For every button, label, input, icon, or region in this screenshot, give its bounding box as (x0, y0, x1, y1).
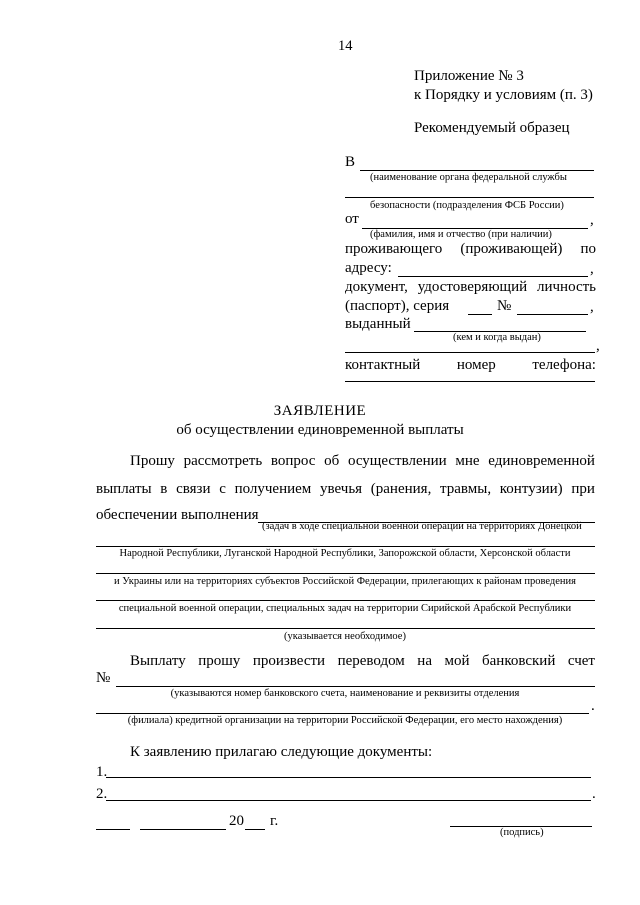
comma: , (596, 338, 600, 354)
id-word: личность (536, 279, 596, 295)
period: . (591, 698, 595, 714)
bank-hint-2: (филиала) кредитной организации на территории Российской Федерации, его место нахождения) (127, 715, 563, 726)
body-word: в (160, 481, 168, 497)
task-field-4[interactable] (96, 600, 595, 601)
address-field[interactable] (398, 276, 588, 277)
body-word: травмы, (440, 481, 492, 497)
comma: , (590, 212, 594, 228)
body-word: единовременной (488, 453, 595, 469)
page-number: 14 (338, 38, 353, 54)
body-word: об (324, 453, 340, 469)
date-month-field[interactable] (140, 829, 226, 830)
body-word: счет (567, 653, 595, 669)
phone-word: номер (456, 357, 496, 373)
passport-series-label: (паспорт), серия (345, 298, 450, 314)
bank-details-field[interactable] (96, 713, 589, 714)
body-word: вопрос (270, 453, 316, 469)
issued-label: выданный (345, 316, 411, 332)
task-field-5[interactable] (96, 628, 595, 629)
phone-word: контактный (345, 357, 421, 373)
to-prefix: В (345, 154, 356, 170)
task-hint-3: и Украины или на территориях субъектов Российской Федерации, прилегающих к районам проведения (113, 576, 577, 587)
signature-hint: (подпись) (500, 827, 544, 838)
task-hint-4: специальной военной операции, специальных задач на территории Сирийской Арабской Республики (118, 603, 572, 614)
org-name-hint-1: (наименование органа федеральной службы (370, 172, 567, 183)
body-word: прошу (198, 653, 241, 669)
bank-account-field[interactable] (116, 686, 595, 687)
comma: , (590, 299, 594, 315)
body-word: переводом (337, 653, 405, 669)
recommended-sample: Рекомендуемый образец (414, 120, 570, 136)
phone-field[interactable] (345, 381, 595, 382)
task-hint-2: Народной Республики, Луганской Народной Республики, Запорожской области, Херсонской области (119, 548, 571, 559)
task-hint-5: (указывается необходимое) (284, 631, 406, 642)
appendix-title: Приложение № 3 (414, 68, 524, 84)
body-word: (ранения, (370, 481, 432, 497)
body-word: осуществлении (347, 453, 447, 469)
body-word: контузии) (499, 481, 563, 497)
body-word: банковский (482, 653, 556, 669)
resident-word: (проживающей) (460, 241, 563, 257)
org-name-field[interactable] (360, 170, 594, 171)
attachment-item-2-field[interactable] (106, 800, 591, 801)
comma: , (590, 261, 594, 277)
task-field-2[interactable] (96, 546, 595, 547)
body-word: связи (176, 481, 211, 497)
request-line-2 (96, 481, 595, 498)
id-word: удостоверяющий (417, 279, 528, 295)
attachment-item-1-field[interactable] (106, 777, 591, 778)
date-day-field[interactable] (96, 829, 130, 830)
id-word: документ, (345, 279, 408, 295)
body-word: мне (455, 453, 480, 469)
body-word: рассмотреть (183, 453, 263, 469)
issued-by-field-2[interactable] (345, 352, 595, 353)
phone-line (345, 357, 596, 374)
issued-hint: (кем и когда выдан) (453, 332, 541, 343)
body-word: с (219, 481, 226, 497)
attachment-item-1-number: 1. (96, 764, 108, 780)
org-name-hint-2: безопасности (подразделения ФСБ России) (370, 200, 564, 211)
body-word: Выплату (130, 653, 186, 669)
body-word: выплаты (96, 481, 152, 497)
bank-hint-1: (указываются номер банковского счета, наименование и реквизиты отделения (170, 688, 520, 699)
payment-line-1 (130, 653, 595, 670)
resident-word: по (580, 241, 596, 257)
resident-line (345, 241, 596, 258)
body-word: на (417, 653, 432, 669)
passport-number-sign: № (497, 298, 512, 314)
body-word: получением (234, 481, 312, 497)
body-word: Прошу (130, 453, 175, 469)
body-word: произвести (252, 653, 326, 669)
from-prefix: от (345, 211, 359, 227)
date-year-suffix: г. (270, 813, 279, 829)
phone-word: телефона: (532, 357, 596, 373)
attachment-item-2-number: 2. (96, 786, 108, 802)
attachments-label: К заявлению прилагаю следующие документы: (130, 744, 433, 760)
body-word: мой (444, 653, 470, 669)
org-name-field-2[interactable] (345, 197, 594, 198)
request-line-3: обеспечении выполнения (96, 507, 259, 523)
task-hint-1: (задач в ходе специальной военной операции на территориях Донецкой (262, 521, 582, 532)
date-year-field[interactable] (245, 829, 265, 830)
body-word: увечья (320, 481, 363, 497)
appendix-reference: к Порядку и условиям (п. 3) (414, 87, 593, 103)
address-label: адресу: (345, 260, 392, 276)
passport-number-field[interactable] (517, 314, 588, 315)
account-number-sign: № (96, 670, 111, 686)
applicant-name-hint: (фамилия, имя и отчество (при наличии) (370, 229, 552, 240)
body-word: при (571, 481, 595, 497)
request-line-1 (130, 453, 595, 470)
passport-series-field[interactable] (468, 314, 492, 315)
task-field-3[interactable] (96, 573, 595, 574)
period: . (592, 786, 596, 802)
resident-word: проживающего (345, 241, 443, 257)
statement-title: ЗАЯВЛЕНИЕ (273, 403, 367, 419)
date-year-prefix: 20 (229, 813, 244, 829)
id-document-line (345, 279, 596, 296)
statement-subtitle: об осуществлении единовременной выплаты (176, 422, 464, 438)
